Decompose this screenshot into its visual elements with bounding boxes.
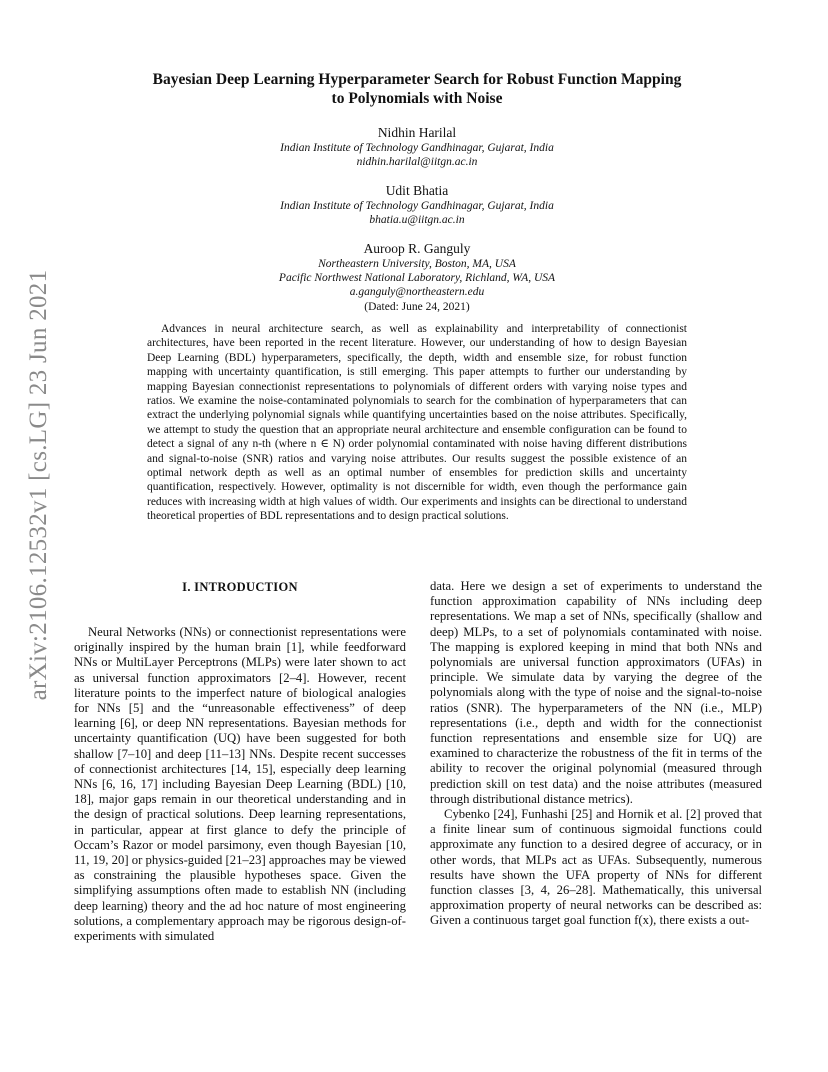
body-paragraph: data. Here we design a set of experiments to understand the function approximation capability of NNs including deep representations. We map a set of NNs, specifically (shallow and deep) MLPs, to a set of polynomials contaminated with noise. The mapping is explored keeping in mind that both NNs and polynomials are universal function approximators (UFAs) in principle. We simulate data by varying the degree of the polynomials along with the type of noise and the signal-to-noise ratios (SNR). The hyperparameters of the NN (i.e., MLP) representations (i.e., depth and width for the connectionist function representations and ensemble size for UQ) are examined to characterize the robustness of the fit in terms of the ability to recover the original polynomial (measured through prediction skill on test data) and the noise attributes (measured through distributional distance metrics). xyxy=(430,579,762,806)
arxiv-identifier-text: arXiv:2106.12532v1 [cs.LG] 23 Jun 2021 xyxy=(25,269,52,701)
author-affiliation: Indian Institute of Technology Gandhinagar, Gujarat, India xyxy=(280,142,554,154)
author-block xyxy=(150,240,684,299)
author-email: a.ganguly@northeastern.edu xyxy=(349,286,485,298)
author-list xyxy=(150,124,684,314)
author-email: bhatia.u@iitgn.ac.in xyxy=(369,214,465,226)
author-name: Udit Bhatia xyxy=(385,183,449,198)
right-column xyxy=(430,579,762,929)
body-paragraph: Neural Networks (NNs) or connectionist representations were originally inspired by the human brain [1], while feedforward NNs or MultiLayer Perceptrons (MLPs) were later shown to act as universal function approximators [2–4]. However, recent literature points to the imperfect nature of biological analogies for NNs [5] and the “unreasonable effectiveness” of deep learning [6], or deep NN representations. Bayesian methods for uncertainty quantification (UQ) have been suggested for both shallow [7–10] and deep [11–13] NNs. Despite recent successes of connectionist architectures [14, 15], especially deep learning NNs [6, 16, 17] including Bayesian Deep Learning (BDL) [10, 18], major gaps remain in our theoretical understanding and in the design of practical solutions. Deep learning representations, in particular, appear at first glance to defy the principle of Occam’s Razor or model parsimony, even though Bayesian [10, 11, 19, 20] or physics-guided [21–23] approaches may be viewed as constraining the plausible hypotheses space. Given the simplifying assumptions often made to establish NN (including deep learning) theory and the ad hoc nature of most engineering solutions, a complementary approach may be rigorous design-of-experiments with simulated xyxy=(74,625,406,944)
dated-line: (Dated: June 24, 2021) xyxy=(364,301,470,313)
body-paragraph: Cybenko [24], Funhashi [25] and Hornik et al. [2] proved that a finite linear sum of continuous sigmoidal functions could approximate any function to a desired degree of accuracy, or in other words, that MLPs act as UFAs. Subsequently, numerous results have shown the UFA property of NNs for different function classes [3, 4, 26–28]. Mathematically, this universal approximation property of neural networks can be described as: Given a continuous target goal function f(x), there exists a out- xyxy=(430,807,762,928)
author-affiliation: Indian Institute of Technology Gandhinagar, Gujarat, India xyxy=(280,200,554,212)
author-email: nidhin.harilal@iitgn.ac.in xyxy=(356,156,478,168)
author-block xyxy=(150,182,684,227)
author-affiliation: Northeastern University, Boston, MA, USA xyxy=(318,258,516,270)
paper-title: Bayesian Deep Learning Hyperparameter Search for Robust Function Mapping to Polynomials with Noise xyxy=(152,71,682,107)
abstract: Advances in neural architecture search, as well as explainability and interpretability of connectionist architectures, have been reported in the recent literature. However, our understanding of how to design Bayesian Deep Learning (BDL) hyperparameters, specifically, the depth, width and ensemble size, for robust function mapping with uncertainty quantification, is still emerging. This paper attempts to further our understanding by mapping Bayesian connectionist representations to polynomials of different orders with varying noise types and ratios. We examine the noise-contaminated polynomials to search for the combination of hyperparameters that can extract the underlying polynomial signals while quantifying uncertainties based on the noise attributes. Specifically, we attempt to study the question that an appropriate neural architecture and ensemble configuration can be found to detect a signal of any n-th (where n ∈ N) order polynomial contaminated with noise having different distributions and signal-to-noise (SNR) ratios and varying noise attributes. Our results suggest the possible existence of an optimal network depth as well as an optimal number of ensembles for prediction skills and uncertainty quantification, respectively. However, optimality is not discernible for width, even though the performance gain reduces with increasing width at high values of width. Our experiments and insights can be directional to understand theoretical properties of BDL representations and to design practical solutions. xyxy=(147,323,687,523)
author-block xyxy=(150,124,684,169)
author-name: Auroop R. Ganguly xyxy=(363,241,471,256)
section-heading: I. INTRODUCTION xyxy=(182,580,298,594)
arxiv-identifier-stamp xyxy=(18,269,60,701)
left-column xyxy=(74,578,406,944)
author-affiliation: Pacific Northwest National Laboratory, Richland, WA, USA xyxy=(278,272,556,284)
author-name: Nidhin Harilal xyxy=(377,125,457,140)
